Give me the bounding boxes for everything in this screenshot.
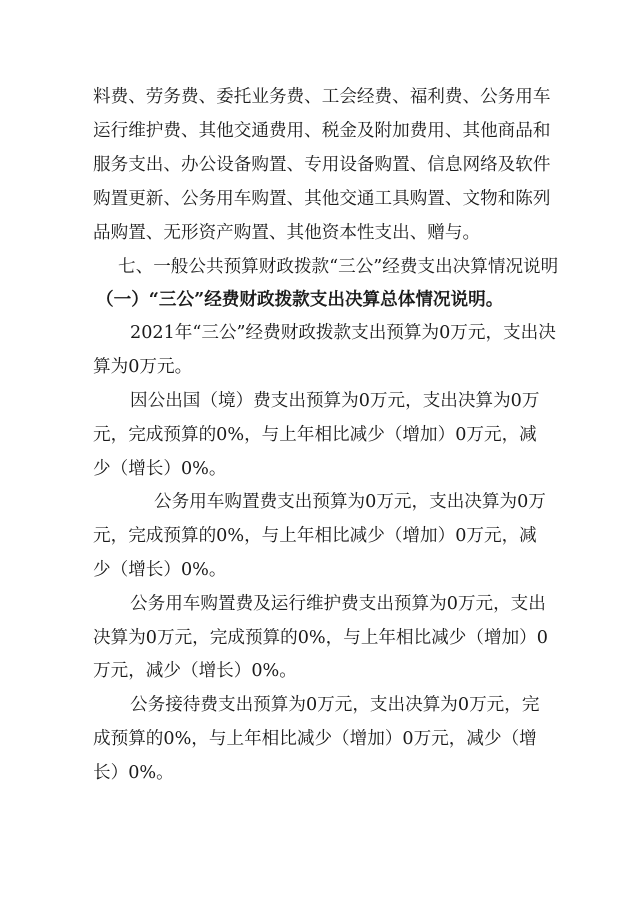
overseas-paragraph-line-3: 少（增长）0%。: [93, 459, 227, 479]
section-heading-seven: 七、一般公共预算财政拨款“三公”经费支出决算情况说明: [118, 257, 559, 277]
vehicle-purchase-line-1: 公务用车购置费支出预算为0万元，支出决算为0万: [154, 492, 546, 512]
subsection-heading-one: （一）“三公”经费财政拨款支出决算总体情况说明。: [96, 289, 504, 310]
vehicle-operation-line-2: 决算为0万元，完成预算的0%，与上年相比减少（增加）0: [93, 628, 548, 648]
vehicle-operation-line-3: 万元，减少（增长）0%。: [93, 661, 297, 681]
reception-paragraph-line-3: 长）0%。: [93, 763, 174, 783]
vehicle-purchase-line-3: 少（增长）0%。: [93, 560, 227, 580]
overseas-paragraph-line-2: 元，完成预算的0%，与上年相比减少（增加）0万元，减: [93, 425, 537, 445]
total-paragraph-line-1: 2021年“三公”经费财政拨款支出预算为0万元，支出决: [130, 323, 556, 343]
overseas-paragraph-line-1: 因公出国（境）费支出预算为0万元，支出决算为0万: [130, 391, 540, 411]
reception-paragraph-line-1: 公务接待费支出预算为0万元，支出决算为0万元，完: [130, 695, 540, 715]
list-continuation-line-2: 运行维护费、其他交通费用、税金及附加费用、其他商品和: [93, 121, 551, 141]
reception-paragraph-line-2: 成预算的0%，与上年相比减少（增加）0万元，减少（增: [93, 729, 537, 749]
total-paragraph-line-2: 算为0万元。: [93, 357, 193, 377]
vehicle-operation-line-1: 公务用车购置费及运行维护费支出预算为0万元，支出: [130, 594, 546, 614]
list-continuation-line-5: 品购置、无形资产购置、其他资本性支出、赠与。: [93, 223, 481, 243]
vehicle-purchase-line-2: 元，完成预算的0%，与上年相比减少（增加）0万元，减: [93, 526, 537, 546]
list-continuation-line-1: 料费、劳务费、委托业务费、工会经费、福利费、公务用车: [93, 87, 551, 107]
list-continuation-line-3: 服务支出、办公设备购置、专用设备购置、信息网络及软件: [93, 155, 551, 175]
list-continuation-line-4: 购置更新、公务用车购置、其他交通工具购置、文物和陈列: [93, 189, 551, 209]
